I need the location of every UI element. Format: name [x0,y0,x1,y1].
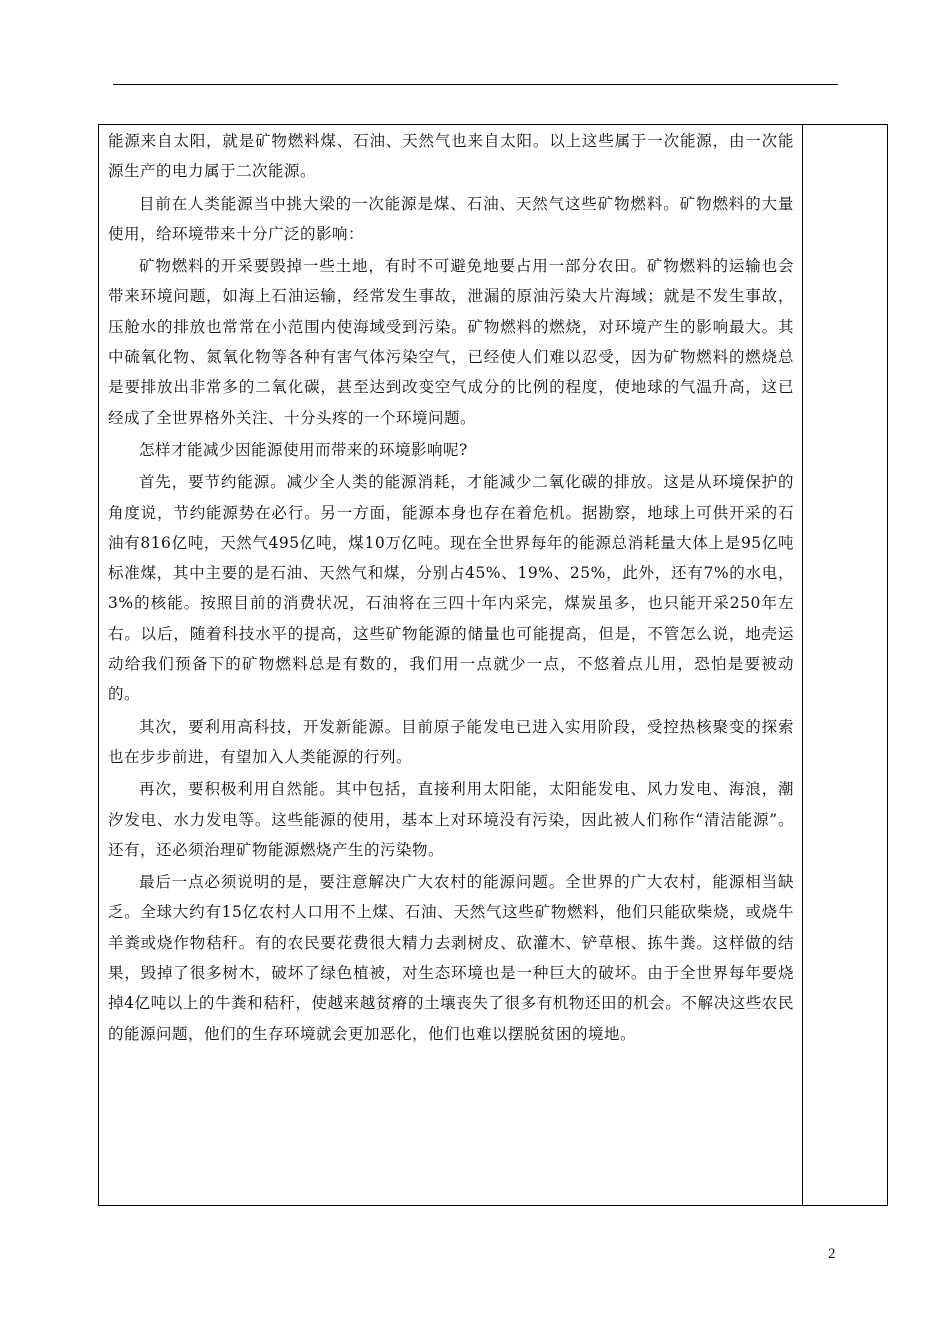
paragraph: 能源来自太阳，就是矿物燃料煤、石油、天然气也来自太阳。以上这些属于一次能源，由一次能源生产的电力属于二次能源。 [108,132,794,181]
notes-cell [803,125,887,1205]
content-table [98,124,888,1206]
paragraph: 怎样才能减少因能源使用而带来的环境影响呢? [139,440,468,459]
paragraph: 目前在人类能源当中挑大梁的一次能源是煤、石油、天然气这些矿物燃料。矿物燃料的大量使用，给环境带来十分广泛的影响： [108,194,794,243]
paragraph: 再次，要积极利用自然能。其中包括，直接利用太阳能，太阳能发电、风力发电、海浪，潮汐发电、水力发电等。这些能源的使用，基本上对环境没有污染，因此被人们称作“清洁能源”。还有，还必须治理矿物能源燃烧产生的污染物。 [108,780,794,859]
main-text-cell [99,125,803,1205]
page-number: 2 [828,1246,836,1262]
paragraph: 其次，要利用高科技，开发新能源。目前原子能发电已进入实用阶段，受控热核聚变的探索也在步步前进，有望加入人类能源的行列。 [108,717,794,766]
header-rule [113,84,838,85]
paragraph: 矿物燃料的开采要毁掉一些土地，有时不可避免地要占用一部分农田。矿物燃料的运输也会带来环境问题，如海上石油运输，经常发生事故，泄漏的原油污染大片海域；就是不发生事故，压舱水的排放也常常在小范围内使海域受到污染。矿物燃料的燃烧，对环境产生的影响最大。其中硫氧化物、氮氧化物等各种有害气体污染空气，已经使人们难以忍受，因为矿物燃料的燃烧总是要排放出非常多的二氧化碳，甚至达到改变空气成分的比例的程度，使地球的气温升高，这已经成了全世界格外关注、十分头疼的一个环境问题。 [108,257,794,427]
paragraph: 首先，要节约能源。减少全人类的能源消耗，才能减少二氧化碳的排放。这是从环境保护的角度说，节约能源势在必行。另一方面，能源本身也存在着危机。据勘察，地球上可供开采的石油有816亿吨，天然气495亿吨，煤10万亿吨。现在全世界每年的能源总消耗量大体上是95亿吨标准煤，其中主要的是石油、天然气和煤，分别占45%、19%、25%，此外，还有7%的水电，3%的核能。按照目前的消费状况，石油将在三四十年内采完，煤炭虽多，也只能开采250年左右。以后，随着科技水平的提高，这些矿物能源的储量也可能提高，但是，不管怎么说，地壳运动给我们预备下的矿物燃料总是有数的，我们用一点就少一点，不悠着点儿用，恐怕是要被动的。 [108,473,794,704]
paragraph: 最后一点必须说明的是，要注意解决广大农村的能源问题。全世界的广大农村，能源相当缺乏。全球大约有15亿农村人口用不上煤、石油、天然气这些矿物燃料，他们只能砍柴烧，或烧牛羊粪或烧作物秸秆。有的农民要花费很大精力去剥树皮、砍灌木、铲草根、拣牛粪。这样做的结果，毁掉了很多树木，破坏了绿色植被，对生态环境也是一种巨大的破坏。由于全世界每年要烧掉4亿吨以上的牛粪和秸秆，使越来越贫瘠的土壤丧失了很多有机物还田的机会。不解决这些农民的能源问题，他们的生存环境就会更加恶化，他们也难以摆脱贫困的境地。 [108,873,794,1043]
